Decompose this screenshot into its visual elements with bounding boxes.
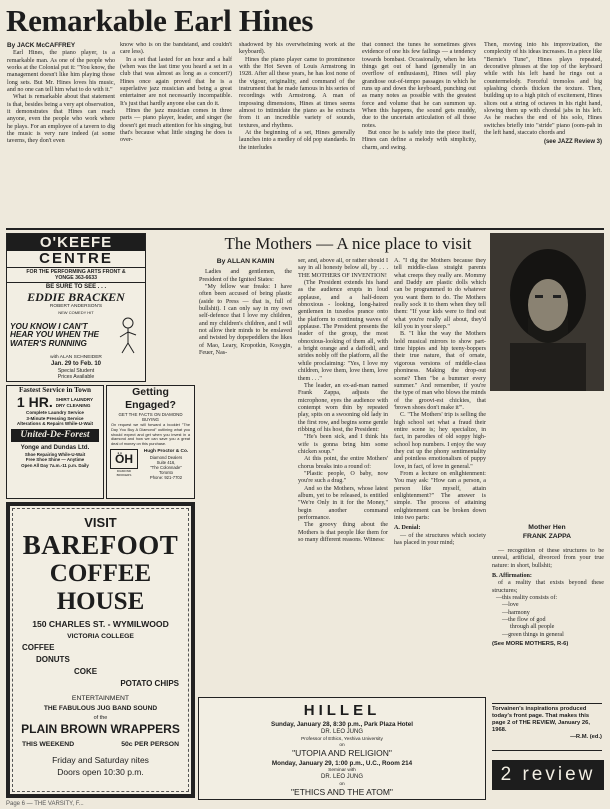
article-paragraph: "Plastic people, O baby, now you're such a drag." [298,470,388,485]
diamond-brokers-logo: ÖH [110,449,138,469]
mothers-column-3 [394,258,486,692]
article-paragraph: Hines the piano player came to prominence with the Hot Seven of Louis Armstrong in 1928. After all these years, he has lost none of the vigour, originality, and command of the instrument that he made famous in his series of recordings with Armstrong. A man of impossing dimensions, Hines at times seems almost to intimidate the piano as he extracts from it an incredible variety of sounds, textures, and rhythms. [239,56,355,129]
article-paragraph: B. "I like the way the Mothers hold musical mirrors to show part-time hippies and hip teeny-boppers their true nature, that of ornate, vigorous versions of middle-class phoniness. Making the drop-out scene? Then "be a bummer every summer." And remember, if you're the type of man who blows the minds of the groovi-est chickies, that 'brown shoes don't make it'". [394,331,486,411]
mothers-byline: By ALLAN KAMIN [216,258,275,265]
coffee-visit: VISIT [84,515,117,530]
mothers-title: The Mothers — A nice place to visit [224,234,472,253]
hines-jump-line: (see JAZZ Review 3) [543,139,602,146]
engaged-phone: Phone: 921-7702 [149,474,183,480]
coffee-locality: YMILWOOD [121,619,169,629]
coffee-doors: Doors open 10:30 p.m. [57,767,144,777]
okeefe-title-2: CENTRE [7,251,145,268]
hillel-speaker: DR. LEO JUNG [320,729,363,735]
article-paragraph: C. "The Mothers' trip is selling the high school set what a fraud their entire scene is; hey specialize, in fact, in parodies of old soppy high-school hop numbers. I enjoy the way they cut up the phony sentimentality and pointless emotionalism of puppy love, in fact, of love in general." [394,412,486,470]
performer-sketch-icon [112,315,142,355]
laundry-ad [6,385,104,499]
laundry-dry: DRY CLEANING [55,402,91,408]
hillel-seminar: Seminar with [328,768,356,774]
jump-line: (See MORE MOTHERS, R-6) [492,641,569,648]
article-paragraph: A. "I dig the Mothers because they tell middle-class straight parents what creeps they really are. Mommy and Daddy are plastic dolls which can be programmed to do whatever you want them to do. The Mothers really sock it to them when they tell them: "If your kids were to find out what you're really all about, they'd kill you in your sleep." [394,258,486,331]
hines-column-2 [120,42,232,224]
engaged-ad [106,385,195,499]
engaged-facts: GET THE FACTS ON DIAMOND BUYING [118,412,183,423]
article-paragraph: — recognition of these structures to be unreal, artificial, divorced from your true nature: in short, bullshit; [492,548,604,569]
mothers-column-2 [298,258,388,692]
engaged-firm-2: Diamond Dealers [149,454,183,460]
coffee-college: VICTORIA COLLEGE [67,633,134,640]
okeefe-be-sure: BE SURE TO SEE . . . [7,282,145,291]
list-item: —harmony [502,609,530,616]
coffee-name-2: COFFEE HOUSE [49,560,152,615]
laundry-name: United-De-Forest [11,429,99,442]
coffee-entertainment: ENTERTAINMENT [71,695,130,702]
hines-byline: By JACK McCAFFREY [7,42,76,49]
laundry-service-1: Complete Laundry Service [26,410,84,415]
hillel-speaker-2: DR. LEO JUNG [320,774,363,781]
laundry-big: 1 HR. [16,394,53,410]
hillel-topic-2: "ETHICS AND THE ATOM" [291,787,393,798]
list-item: —the flow of god [502,617,546,624]
laundry-service-3: Alterations & Repairs While-U-Wait [16,421,94,427]
caption-line-1: Mother Hen [528,524,566,531]
article-subhead: A. Denial: [394,525,421,532]
article-paragraph: Ladies and gentlemen, the President of the Ignited States: [199,269,292,283]
hines-column-3 [239,42,355,224]
article-paragraph: "My fellow war freaks: I have often been accused of being plastic (aside to Press — that is, full of bullshit). I can only say in my own self-defence that I love my children, and my children's children, and I will not allow their minds to be enslaved and twisted by dopepeddlers the likes of Mao, Leary, Kropotkin, Kosygin, Feuer, Nas- [199,284,292,357]
okeefe-dates: Jan. 29 to Feb. 10 [50,361,102,368]
okeefe-comedy: NEW COMEDY HIT [58,310,94,316]
coffee-this-weekend: THIS WEEKEND [22,741,75,748]
hines-column-5 [484,42,602,227]
article-paragraph: ser, and, above all, or rather should I say in all honesty below all, by . . . THE MOTHERS OF INVENTION! [298,258,388,279]
coffee-item-donuts: DONUTS [36,655,70,664]
hines-column-4 [362,42,476,224]
laundry-title: Fastest Service in Town [18,386,92,394]
hillel-line-1: Sunday, January 28, 8:30 p.m., Park Plaza Hotel [271,721,413,728]
engaged-body: On request we will forward a booklet "The Day You Buy A Diamond" outlining what you should expect and get when you invest in a diamond and how we can save you a great deal of money on this purchase. [111,422,190,446]
okeefe-robert: ROBERT ANDERSON'S [49,304,103,310]
okeefe-special: Special Student [57,368,95,375]
review-logo: 2 review [492,760,604,790]
coffee-plain: PLAIN BROWN WRAPPERS [21,722,180,736]
hillel-on-2: on [339,781,345,787]
engaged-title: Getting Engaged? [125,386,176,411]
article-paragraph: In a set that lasted for an hour and a half (when was the last time you heard a set in a club that was almost as long as a concert?) Hines once again proved that he is a superlative jazz musician and being a great entertainer are not necessarily incompatible. It's just that hardly anyone else can do it. [120,56,232,107]
photo-caption [490,523,604,545]
article-paragraph: (The President extends his hand as the audience erupts in loud applause, and a half-dozen obnoxious - looking, long-haired gentlemen in tuxedos prance onto the platform to continuing waves of applause. The President presents the leader of the group, the most obnoxious-looking of them all, with a bright orange and a daffodil, and strides nobly off the platform, all the while proclaiming: "Yes, I love my children, love them, love them, love them . . ." [298,280,388,382]
engaged-city: Toronto [159,469,173,475]
article-paragraph: shadowed by his overwhelming work at the keyboard). [239,42,355,56]
coffee-band: THE FABULOUS JUG BAND SOUND [43,705,158,712]
article-paragraph: And so the Mothers, whose latest album, yet to be released, is entitled "We're Only in it for the Money," begin another command performance. [298,485,388,522]
mothers-column-4 [492,548,604,698]
coffee-address: 150 CHARLES ST. - W [32,619,122,629]
laundry-shoe: Shoe Repairing While-U-Wait [24,451,86,457]
logo-caption: DIAMOND BROKERS [116,469,132,478]
article-paragraph: At the beginning of a set, Hines generally launches into a medley of old pop standards. In the interludes [239,130,355,151]
okeefe-subtitle: FOR THE PERFORMING ARTS FRONT & YONGE 363-6633 [26,269,126,282]
mothers-column-1 [199,258,292,472]
coffee-name-1: BAREFOOT [22,530,179,560]
hines-column-1 [7,42,115,224]
article-paragraph: At this point, the entire Mothers' chorus breaks into a round of: [298,456,388,470]
article-paragraph: But once he is safely into the piece itself, Hines can define a melody with simplicity, charm, and swing. [362,130,476,151]
article-paragraph: Hines the jazz musician comes in three parts — piano player, leader, and singer (he doesn't get much attention for his singing, but that's because what little singing he does is over- [120,108,232,144]
article-paragraph: Earl Hines, the piano player, is a remarkable man. As one of the people who works at the Colonial put it: "You know, the management doesn't like him playing those long sets. But Mr. Hines loves his music, and no one can tell him what to do with it." [7,50,115,94]
article-paragraph: — of the structures which society has placed in your mind; [394,532,486,547]
page-footer: Page 6 — THE VARSITY, F... [6,801,84,807]
article-paragraph: The leader, an ex-ad-man named Frank Zappa, adjusts the microphone, eyes the audience with contempt worn thin by repeated play, spits on a swooning old lady in the first row, and begins some gentle ribbing of his host, the President: [298,382,388,433]
article-paragraph: What is remarkable about that statement is that, besides being a very apt observation, it demonstrates that Hines can reach anyone, even the people who work where he plays. For an employee of a tavern to dig the music is very rare indeed (at some taverns, they don't even [7,94,115,145]
engaged-firm: Hugh Proctor & Co. [143,449,189,455]
laundry-service-2: 3-Minute Pressing Service [26,415,84,421]
list-item: —love [502,602,519,609]
engaged-colonnade: "The Colonnade" [150,464,182,470]
list-item: —green things in general [502,631,564,638]
okeefe-with: with ALAN SCHNEIDER [50,355,102,361]
engaged-suite: Suite 416, [156,459,176,465]
hillel-on: on [339,742,345,748]
hillel-topic-1: "UTOPIA AND RELIGION" [292,748,392,759]
laundry-hours: Open All Day 7a.m.-11 p.m. Daily [21,462,89,468]
coffee-of-the: of the [93,715,108,721]
section-divider [6,228,604,230]
laundry-free: Free Shoe Shine — Anytime [25,457,85,463]
article-paragraph: From a lecture on enlightenment: You may ask: "How can a person, a person like myself, attain enlightenment?" The answer is simple. The process of attaining enlightenment can be broken down into two parts: [394,470,486,522]
okeefe-ad [6,233,146,382]
okeefe-title-1: O'KEEFE [7,234,145,251]
article-subhead: B. Affirmation: [492,573,532,580]
headline: Remarkable Earl Hines [6,3,314,38]
okeefe-show-title: YOU KNOW I CAN'T HEAR YOU WHEN THE WATER'S RUNNING [10,321,100,348]
hillel-title: HILLEL [303,702,381,719]
coffee-days: Friday and Saturday nites [52,755,149,765]
portrait-icon [490,233,604,391]
list-item: through all people [510,624,555,631]
laundry-address: Yonge and Dundas Ltd. [20,443,90,451]
article-paragraph: know who is on the bandstand, and couldn't care less). [120,42,232,56]
laundry-shirt: SHIRT LAUNDRY [55,396,94,402]
article-paragraph: that connect the tunes he sometimes gives evidence of one his few failings — a tendency towards bombast. Occasionally, when he lets things get out of hand (generally in an overflow of enthusiasm), Hines will play grandiose out-of-tempo passages in which he runs up and down the keyboard, punching out as many notes as possible with the greatest force and volume that he can summon up. When this happens, the sound gets muddy, due to the uncertain articulation of all those notes. [362,42,476,129]
zappa-photo [490,233,604,391]
hillel-line-2: Monday, January 29, 1:00 p.m., U.C., Room 214 [271,760,413,768]
hillel-prof: Professor of Ethics, Yeshiva University [301,736,383,742]
editor-note [492,703,602,751]
list-item: —this reality consists of: [496,595,558,602]
okeefe-star: EDDIE BRACKEN [27,290,125,305]
editor-note-signature: —R.M. (ed.) [570,734,602,740]
okeefe-prices: Prices Available [57,374,95,381]
article-paragraph: of a reality that exists beyond these structures; [492,580,604,594]
coffee-price: 50c PER PERSON [121,741,179,748]
hillel-ad [198,697,486,800]
caption-line-2: FRANK ZAPPA [522,533,572,540]
editor-note-text: Torvainen's inspirations produced today's front page. That makes this page 2 of THE REVIEW, January 26, 1968. [492,706,590,733]
article-paragraph: "He's been sick, and I think his wife is gonna bring him some chicken soup." [298,434,388,455]
article-paragraph: The groovy thing about the Mothers is that people like them for so many different reasons. Witness: [298,522,388,544]
coffee-item-coffee: COFFEE [22,643,55,652]
article-paragraph: Then, moving into his improvization, the complexity of his ideas increases. In a piece like "Bernie's Tune", Hines plays repeated, decorative phrases at the top of the keyboard while with his left hand he rings out a countermelody. Forceful tremolos and big splashing chords thicken the texture. Then, building up to a high pitch of excitement, Hines slices out a string of octaves in his right hand, slowing them up with chordal jabs in his left. As he reaches the end of his solo, Hines switches briefly into "stride" piano (oom-pah in the left hand, staccato chords and [484,42,602,137]
coffee-house-ad [6,502,195,798]
coffee-item-coke: COKE [74,667,98,676]
coffee-item-chips: POTATO CHIPS [120,679,179,688]
